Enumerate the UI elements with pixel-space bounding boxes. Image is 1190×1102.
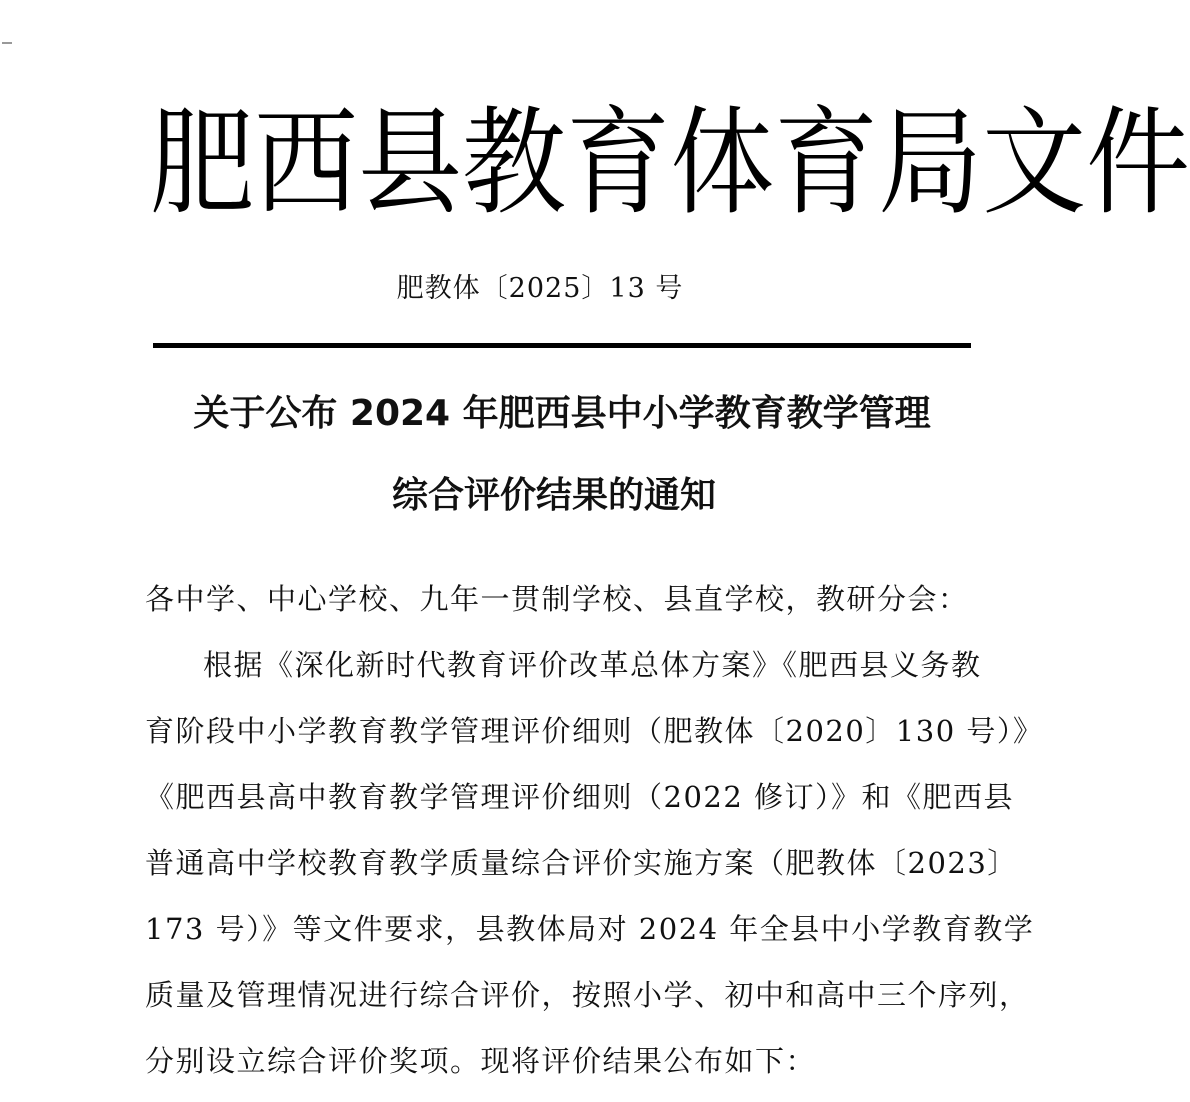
header-char: 县 <box>358 94 463 232</box>
document-header-title <box>150 90 1190 236</box>
header-char: 局 <box>878 94 983 232</box>
header-char: 件 <box>1086 94 1190 232</box>
body-line: 173 号）》等文件要求，县教体局对 2024 年全县中小学教育教学 <box>145 912 1035 946</box>
body-line: 《肥西县高中教育教学管理评价细则（2022 修订）》和《肥西县 <box>145 780 1015 814</box>
salutation: 各中学、中心学校、九年一贯制学校、县直学校，教研分会： <box>145 582 969 616</box>
header-char: 文 <box>982 94 1087 232</box>
header-char: 西 <box>254 94 359 232</box>
header-char: 肥 <box>150 94 255 232</box>
notice-title-line-2: 综合评价结果的通知 <box>391 475 716 516</box>
header-char: 教 <box>462 94 567 232</box>
header-char: 育 <box>566 94 671 232</box>
body-line: 普通高中学校教育教学质量综合评价实施方案（肥教体〔2023〕 <box>145 846 1018 880</box>
header-char: 体 <box>670 94 775 232</box>
body-line: 育阶段中小学教育教学管理评价细则（肥教体〔2020〕130 号）》 <box>145 714 1044 748</box>
document-number: 肥教体〔2025〕13 号 <box>396 273 684 304</box>
header-char: 育 <box>774 94 879 232</box>
body-line: 分别设立综合评价奖项。现将评价结果公布如下： <box>145 1044 817 1078</box>
header-divider <box>153 343 971 348</box>
body-line: 质量及管理情况进行综合评价，按照小学、初中和高中三个序列， <box>145 978 1030 1012</box>
scan-mark <box>2 42 12 44</box>
body-line: 根据《深化新时代教育评价改革总体方案》《肥西县义务教 <box>203 648 982 682</box>
notice-title-line-1: 关于公布 2024 年肥西县中小学教育教学管理 <box>193 393 931 434</box>
notice-body <box>145 574 1044 1102</box>
